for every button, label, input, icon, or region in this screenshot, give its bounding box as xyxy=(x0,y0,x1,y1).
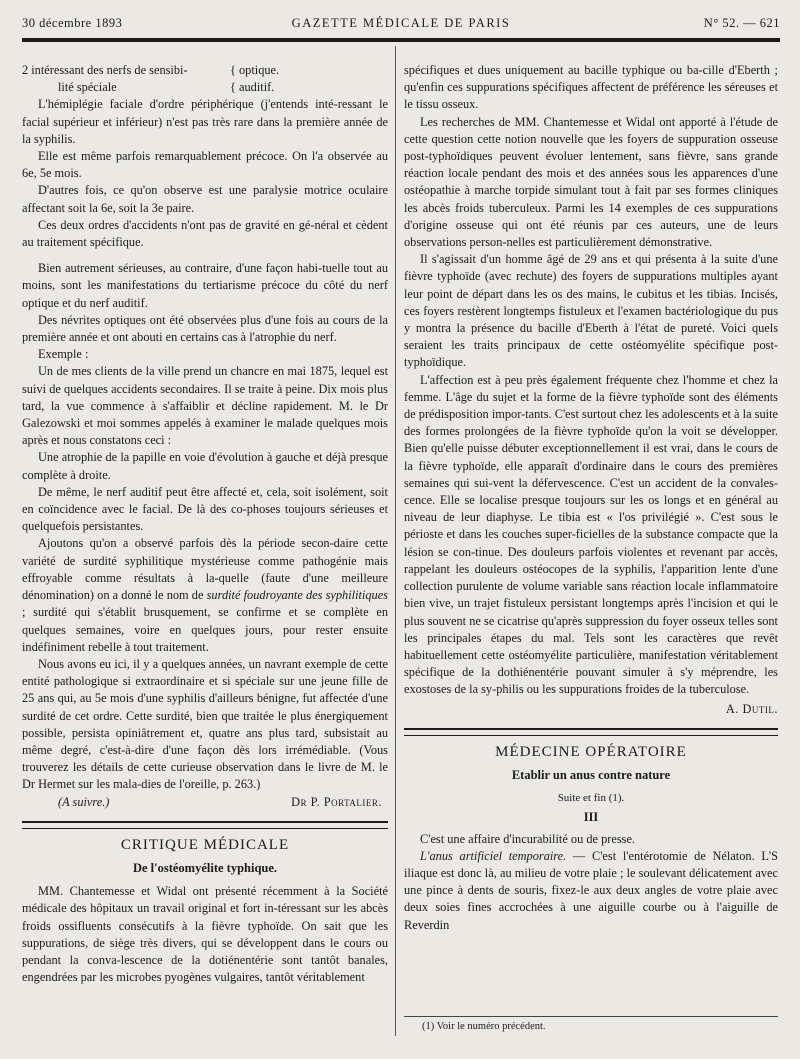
verse-left: 2 intéressant des nerfs de sensibi- xyxy=(22,63,188,77)
article-subtitle: Etablir un anus contre nature xyxy=(511,767,671,782)
paragraph: Nous avons eu ici, il y a quelques années, un navrant exemple de cette entité pathologique si extraordinaire et si spéciale sur une jeune fille de 25 ans qui, au 5e mois d'une syphilis d'ailleurs bénigne, fut affectée d'une surdité de cet ordre. Cette surdité, bien que traitée le plus énergiquement possible, persista opiniâtrement et, quatre ans plus tard, subsistait au même degré, c'est-à-dire d'une façon dès lors irrémédiable. (Vous trouverez les détails de cette curieuse observation dans le livre de M. le Dr Hermet sur les mala-dies de l'oreille, p. 263.) xyxy=(22,656,388,792)
footnote: (1) Voir le numéro précédent. xyxy=(404,1016,778,1032)
paragraph: spécifiques et dues uniquement au bacille typhique ou ba-cille d'Eberth ; qu'enfin ces suppurations spécifiques affectent de préférence les séreuses et le tissu osseux. xyxy=(404,63,778,112)
author-signature: Dr P. Portalier. xyxy=(291,794,382,809)
verse-right: { auditif. xyxy=(230,80,275,95)
header-rule xyxy=(22,38,780,42)
right-column xyxy=(404,62,778,934)
paragraph: Ces deux ordres d'accidents n'ont pas de gravité en gé-néral et cèdent au traitement spécifique. xyxy=(22,217,388,250)
paragraph: Bien autrement sérieuses, au contraire, d'une façon habi-tuelle tout au moins, sont les manifestations du tertiarisme précoce du côté du nerf optique et du nerf auditif. xyxy=(22,261,388,310)
italic-term: surdité foudroyante des syphilitiques xyxy=(206,588,388,603)
verse-right: { optique. xyxy=(230,63,280,77)
verse-line xyxy=(22,62,388,79)
section-rule xyxy=(404,728,778,736)
part-number: III xyxy=(583,810,599,825)
paragraph: Un de mes clients de la ville prend un chancre en mai 1875, lequel est suivi de quelques accidents secondaires. Il se traite à peine. Dix mois plus tard, la vue commence à s'affaiblir et décline rapidement. M. le Dr Galezowski et moi sommes appelés à examiner le malade quelques mois après et nous constatons ceci : xyxy=(22,364,388,448)
paragraph xyxy=(22,535,388,655)
paragraph: C'est une affaire d'incurabilité ou de presse. xyxy=(420,831,636,846)
left-column xyxy=(22,62,388,986)
paragraph: L'hémiplégie faciale d'ordre périphérique (j'entends inté-ressant le facial supérieur et inférieur) n'est pas très rare dans la première année de la syphilis. xyxy=(22,97,388,146)
paragraph: Des névrites optiques ont été observées plus d'une fois au cours de la première année et ont abouti en certains cas à l'atrophie du nerf. xyxy=(22,312,388,345)
paragraph: De même, le nerf auditif peut être affecté et, cela, soit isolément, soit en coïncidence avec le facial. De là des co-phoses toujours sérieuses et quelquefois persistantes. xyxy=(22,484,388,534)
column-divider xyxy=(395,46,396,1036)
journal-title: GAZETTE MÉDICALE DE PARIS xyxy=(291,16,511,30)
verse-line xyxy=(22,79,388,96)
text-run: ; surdité qui s'établit brusquement, se confirme et se complète en quelques semaines, voire en quelques jours, pour rester ensuite indéfiniment rebelle à tout traitement. xyxy=(22,605,388,654)
section-title: CRITIQUE MÉDICALE xyxy=(120,836,290,853)
page-number: N° 52. — 621 xyxy=(703,16,780,30)
text-run: Ajoutons qu'on a observé parfois dès la période secon-daire cette variété de surdité syphilitique mystérieuse comme pathogénie mais effroyable comme résultats à la-quelle (faute d'une meilleure dénomination) on a donné le nom de xyxy=(22,536,388,603)
paragraph: Une atrophie de la papille en voie d'évolution à gauche et déjà presque complète à droite. xyxy=(22,450,388,482)
article-footer xyxy=(22,794,388,811)
continued-note: (A suivre.) xyxy=(58,794,110,809)
paragraph: MM. Chantemesse et Widal ont présenté récemment à la Société médicale des hôpitaux un travail original et fort in-téressant sur les abcès froids ossifluents consécutifs à la fièvre typhoïde. On sait que les suppurations, de siège très divers, qui se développent dans le cours ou pendant la conva-lescence de la dotiénentérie sont tantôt banales, engendrées par les microbes pyogènes vulgaires, tantôt véritablement xyxy=(22,884,388,985)
paragraph: Exemple : xyxy=(38,347,89,362)
article-subtitle: De l'ostéomyélite typhique. xyxy=(132,860,278,875)
paragraph: L'affection est à peu près également fréquente chez l'homme et chez la femme. L'âge du sujet et la forme de la fièvre typhoïde sont des éléments de prédisposition impor-tants. C'est surtout chez les adolescents et à la suite des formes prolongées de la fièvre typhoïde qu'on la voit se développer. Bien qu'elle puisse débuter exceptionnellement il est vrai, dans le cours de la fièvre typhoïde, elle apparaît d'ordinaire dans le cours des premières semaines qui sui-vent la défervescence. C'est un accident de la convales-cence. Elle se localise presque toujours sur les os longs et en général au niveau de leur diaphyse. Le tibia est « l'os privilégié ». C'est sous le périoste et dans les couches super-ficielles de la substance compacte que la lésion se con-tinue. Des douleurs parfois violentes et revenant par accès, rappelant les douleurs ostéocopes de la syphilis, l'apparition lente d'une collection purulente de volume variable sans réaction locale inflammatoire bien vive, un trajet fistuleux persistant longtemps après l'incision et qui le plus souvent ne se cicatrise qu'après suppression du foyer osseux telles sont les principales étapes du mal. Tels sont les caractères que revêt habituellement cette ostéomyélite particulière, manifestation véritablement spécifique de la dothiénentérie pouvant simuler à s'y méprendre, les exostoses de la sy-philis ou les suppurations froides de la tuberculose. xyxy=(404,372,778,697)
paragraph: Les recherches de MM. Chantemesse et Widal ont apporté à l'étude de cette question cette notion nouvelle que les foyers de suppuration osseuse post-typhoïdiques peuvent évoluer lentement, sans fièvre, sans grande réaction locale pendant des mois et des années sous les apparences d'une ostéopathie à marche torpide simulant tout à fait par ses formes cliniques les abcès froids tuberculeux. Parmi les 14 exemples de ces suppurations d'origine osseuse qui ont été réunis par ces auteurs, une de leurs observations person-nelles est particulièrement démonstrative. xyxy=(404,114,778,250)
section-rule xyxy=(22,821,388,829)
italic-term: L'anus artificiel temporaire. xyxy=(420,848,567,863)
paragraph: Il s'agissait d'un homme âgé de 29 ans et qui présenta à la suite d'une fièvre typhoïde (avec rechute) des foyers de suppurations multiples ayant leur point de départ dans les os des mains, le cubitus et les tibias. Incisés, ces foyers restèrent longtemps fistuleux et l'examen bactériologique du pus y montra la présence du bacille d'Eberth à l'état de pureté. Voici quels seraient les traits principaux de cette ostéomyélite spécifique post-typhoïdique. xyxy=(404,252,778,370)
section-title: MÉDECINE OPÉRATOIRE xyxy=(495,743,687,760)
author-signature: A. Dutil. xyxy=(725,701,778,716)
paragraph: Elle est même parfois remarquablement précoce. On l'a observée au 6e, 5e mois. xyxy=(22,149,388,181)
text-run: — C'est l'entérotomie de Nélaton. L'S iliaque est donc là, au milieu de votre plaie ; le soulevant délicatement avec une pince à dents de souris, fixez-le aux deux angles de votre plaie avec deux soies fines accrochées à une aiguille courbe ou à l'aiguille de Reverdin xyxy=(404,848,778,932)
paragraph: D'autres fois, ce qu'on observe est une paralysie motrice oculaire affectant soit la 6e, soit la 3e paire. xyxy=(22,183,388,215)
page-header xyxy=(22,16,780,38)
continuation-note: Suite et fin (1). xyxy=(557,792,625,805)
issue-date: 30 décembre 1893 xyxy=(22,16,123,30)
paragraph xyxy=(404,848,778,934)
verse-left: lité spéciale xyxy=(58,80,117,95)
